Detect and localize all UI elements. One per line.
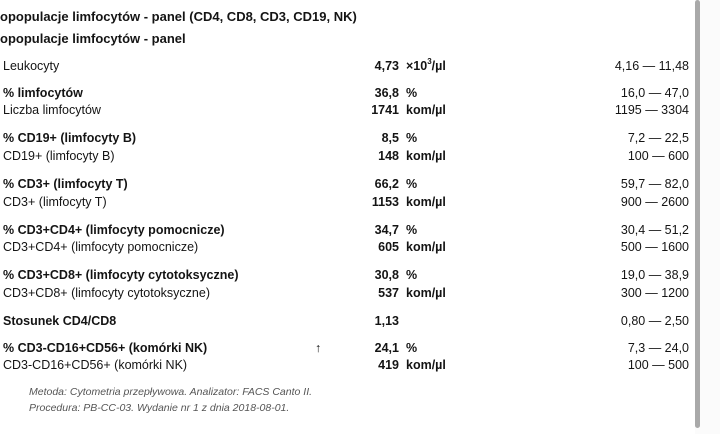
result-row-leukocyty	[0, 59, 695, 75]
result-unit: kom/µl	[406, 240, 446, 254]
panel-title: opopulacje limfocytów - panel	[0, 31, 186, 46]
result-row-cd8-pct	[0, 268, 695, 284]
result-value: 1741	[371, 103, 399, 117]
result-value: 34,7	[374, 223, 399, 237]
result-row-limfocyty-count	[0, 103, 695, 119]
report-title: opopulacje limfocytów - panel (CD4, CD8, CD3, CD19, NK)	[0, 9, 357, 24]
result-unit: %	[406, 177, 418, 191]
result-value: 419	[378, 358, 399, 372]
result-unit: %	[406, 341, 418, 355]
result-unit: kom/µl	[406, 286, 446, 300]
scrollbar-thumb[interactable]	[695, 0, 700, 428]
procedure-note: Procedura: PB-CC-03. Wydanie nr 1 z dnia 2018-08-01.	[29, 402, 290, 414]
result-value: 30,8	[374, 268, 399, 282]
result-value: 36,8	[374, 86, 399, 100]
result-row-cd8-count	[0, 286, 695, 302]
result-row-cd19-pct	[0, 131, 695, 147]
result-row-cd3-pct	[0, 177, 695, 193]
result-name: % CD3+ (limfocyty T)	[3, 177, 128, 191]
result-unit: %	[406, 131, 418, 145]
result-name: CD3+CD4+ (limfocyty pomocnicze)	[3, 240, 199, 254]
result-value: 148	[378, 149, 399, 163]
result-row-cd4-count	[0, 240, 695, 256]
reference-range: 16,0 — 47,0	[620, 86, 689, 100]
reference-range: 7,3 — 24,0	[627, 341, 689, 355]
reference-range: 500 — 1600	[620, 240, 689, 254]
result-name: CD3-CD16+CD56+ (komórki NK)	[3, 358, 188, 372]
result-value: 605	[378, 240, 399, 254]
reference-range: 0,80 — 2,50	[620, 314, 689, 328]
reference-range: 59,7 — 82,0	[620, 177, 689, 191]
reference-range: 100 — 600	[627, 149, 689, 163]
result-row-limfocyty-pct	[0, 86, 695, 102]
result-name: CD19+ (limfocyty B)	[3, 149, 115, 163]
result-unit: kom/µl	[406, 103, 446, 117]
result-value: 24,1	[374, 341, 399, 355]
reference-range: 4,16 — 11,48	[614, 59, 689, 73]
result-row-nk-count	[0, 358, 695, 374]
result-value: 1,13	[374, 314, 399, 328]
result-unit: kom/µl	[406, 195, 446, 209]
result-name: Stosunek CD4/CD8	[3, 314, 117, 328]
reference-range: 19,0 — 38,9	[620, 268, 689, 282]
method-note: Metoda: Cytometria przepływowa. Analizator: FACS Canto II.	[29, 386, 313, 398]
result-row-cd19-count	[0, 149, 695, 165]
result-name: Leukocyty	[3, 59, 60, 73]
result-value: 4,73	[374, 59, 399, 73]
result-unit: %	[406, 268, 418, 282]
reference-range: 30,4 — 51,2	[620, 223, 689, 237]
result-row-nk-pct	[0, 341, 695, 357]
arrow-up-icon: ↑	[315, 341, 322, 355]
result-row-cd4-cd8-ratio	[0, 314, 695, 330]
result-row-cd4-pct	[0, 223, 695, 239]
reference-range: 900 — 2600	[620, 195, 689, 209]
result-name: % CD3+CD8+ (limfocyty cytotoksyczne)	[3, 268, 239, 282]
reference-range: 100 — 500	[627, 358, 689, 372]
result-name: CD3+CD8+ (limfocyty cytotoksyczne)	[3, 286, 211, 300]
result-row-cd3-count	[0, 195, 695, 211]
result-unit: kom/µl	[406, 149, 446, 163]
result-value: 66,2	[374, 177, 399, 191]
result-name: % limfocytów	[3, 86, 83, 100]
reference-range: 7,2 — 22,5	[627, 131, 689, 145]
result-name: % CD19+ (limfocyty B)	[3, 131, 137, 145]
result-value: 537	[378, 286, 399, 300]
result-name: Liczba limfocytów	[3, 103, 101, 117]
scrollbar-track[interactable]	[695, 0, 720, 434]
result-unit: $\times 10^3/\mu l$	[406, 57, 446, 73]
reference-range: 1195 — 3304	[614, 103, 689, 117]
result-name: CD3+ (limfocyty T)	[3, 195, 107, 209]
reference-range: 300 — 1200	[620, 286, 689, 300]
result-value: 8,5	[381, 131, 399, 145]
result-value: 1153	[371, 195, 399, 209]
result-unit: kom/µl	[406, 358, 446, 372]
result-unit: %	[406, 86, 418, 100]
result-name: % CD3-CD16+CD56+ (komórki NK)	[3, 341, 208, 355]
result-name: % CD3+CD4+ (limfocyty pomocnicze)	[3, 223, 225, 237]
result-unit: %	[406, 223, 418, 237]
